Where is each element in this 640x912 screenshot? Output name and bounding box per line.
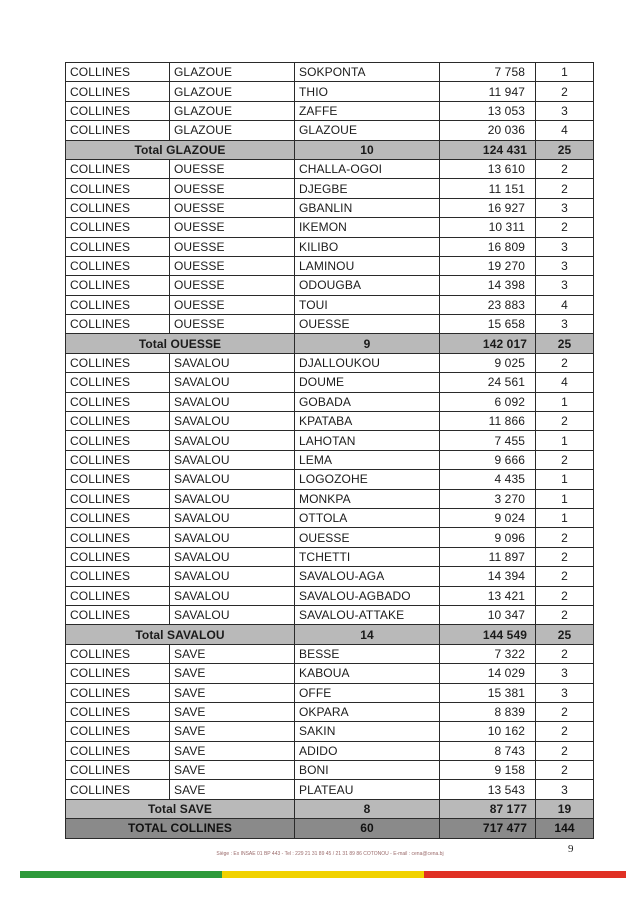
- total-count-cell: 9: [295, 334, 440, 353]
- arrondissement-cell: GLAZOUE: [295, 121, 440, 140]
- commune-cell: OUESSE: [170, 237, 295, 256]
- commune-cell: SAVE: [170, 644, 295, 663]
- arrondissement-cell: KPATABA: [295, 412, 440, 431]
- count-cell: 3: [536, 198, 594, 217]
- total-count-cell: 14: [295, 625, 440, 644]
- commune-cell: SAVALOU: [170, 431, 295, 450]
- commune-cell: SAVALOU: [170, 392, 295, 411]
- count-cell: 2: [536, 741, 594, 760]
- table-row: [66, 470, 594, 489]
- election-data-table: [65, 62, 594, 839]
- population-cell: 11 947: [440, 82, 536, 101]
- total-population-cell: 87 177: [440, 799, 536, 818]
- table-row: [66, 644, 594, 663]
- count-cell: 2: [536, 567, 594, 586]
- arrondissement-cell: ODOUGBA: [295, 276, 440, 295]
- commune-cell: SAVALOU: [170, 528, 295, 547]
- population-cell: 3 270: [440, 489, 536, 508]
- arrondissement-cell: IKEMON: [295, 218, 440, 237]
- total-label-cell: Total OUESSE: [66, 334, 295, 353]
- arrondissement-cell: SOKPONTA: [295, 63, 440, 82]
- department-cell: COLLINES: [66, 82, 170, 101]
- count-cell: 1: [536, 470, 594, 489]
- population-cell: 10 347: [440, 605, 536, 624]
- commune-cell: SAVE: [170, 722, 295, 741]
- arrondissement-cell: KABOUA: [295, 664, 440, 683]
- table-row: [66, 508, 594, 527]
- commune-cell: SAVALOU: [170, 605, 295, 624]
- arrondissement-cell: BESSE: [295, 644, 440, 663]
- population-cell: 9 024: [440, 508, 536, 527]
- count-cell: 2: [536, 353, 594, 372]
- arrondissement-cell: LAHOTAN: [295, 431, 440, 450]
- commune-cell: SAVE: [170, 664, 295, 683]
- department-cell: COLLINES: [66, 412, 170, 431]
- population-cell: 7 758: [440, 63, 536, 82]
- commune-cell: SAVALOU: [170, 586, 295, 605]
- subtotal-row: [66, 140, 594, 159]
- arrondissement-cell: ADIDO: [295, 741, 440, 760]
- department-cell: COLLINES: [66, 605, 170, 624]
- table-row: [66, 489, 594, 508]
- table-row: [66, 198, 594, 217]
- table-row: [66, 547, 594, 566]
- commune-cell: SAVALOU: [170, 489, 295, 508]
- commune-cell: GLAZOUE: [170, 101, 295, 120]
- commune-cell: SAVALOU: [170, 508, 295, 527]
- population-cell: 9 025: [440, 353, 536, 372]
- department-cell: COLLINES: [66, 683, 170, 702]
- arrondissement-cell: OKPARA: [295, 702, 440, 721]
- table-row: [66, 761, 594, 780]
- count-cell: 3: [536, 276, 594, 295]
- commune-cell: SAVALOU: [170, 567, 295, 586]
- department-cell: COLLINES: [66, 159, 170, 178]
- count-cell: 2: [536, 605, 594, 624]
- population-cell: 11 897: [440, 547, 536, 566]
- population-cell: 20 036: [440, 121, 536, 140]
- grand-total-row: [66, 819, 594, 838]
- total-count-cell: 8: [295, 799, 440, 818]
- arrondissement-cell: LAMINOU: [295, 256, 440, 275]
- count-cell: 1: [536, 63, 594, 82]
- population-cell: 10 162: [440, 722, 536, 741]
- flag-stripe: [20, 871, 626, 878]
- total-n-cell: 25: [536, 625, 594, 644]
- table-row: [66, 780, 594, 799]
- arrondissement-cell: OUESSE: [295, 528, 440, 547]
- table-row: [66, 722, 594, 741]
- department-cell: COLLINES: [66, 761, 170, 780]
- table-row: [66, 683, 594, 702]
- commune-cell: OUESSE: [170, 198, 295, 217]
- arrondissement-cell: THIO: [295, 82, 440, 101]
- department-cell: COLLINES: [66, 780, 170, 799]
- department-cell: COLLINES: [66, 101, 170, 120]
- count-cell: 2: [536, 761, 594, 780]
- department-cell: COLLINES: [66, 121, 170, 140]
- table-row: [66, 586, 594, 605]
- table-row: [66, 741, 594, 760]
- commune-cell: SAVALOU: [170, 373, 295, 392]
- arrondissement-cell: OUESSE: [295, 315, 440, 334]
- count-cell: 1: [536, 489, 594, 508]
- department-cell: COLLINES: [66, 702, 170, 721]
- department-cell: COLLINES: [66, 567, 170, 586]
- population-cell: 10 311: [440, 218, 536, 237]
- table-row: [66, 63, 594, 82]
- arrondissement-cell: SAVALOU-AGA: [295, 567, 440, 586]
- count-cell: 3: [536, 683, 594, 702]
- table-body: [66, 63, 594, 839]
- count-cell: 1: [536, 508, 594, 527]
- table-row: [66, 450, 594, 469]
- count-cell: 2: [536, 528, 594, 547]
- department-cell: COLLINES: [66, 315, 170, 334]
- department-cell: COLLINES: [66, 508, 170, 527]
- subtotal-row: [66, 799, 594, 818]
- commune-cell: SAVE: [170, 761, 295, 780]
- table-row: [66, 179, 594, 198]
- population-cell: 7 455: [440, 431, 536, 450]
- table-row: [66, 392, 594, 411]
- count-cell: 2: [536, 722, 594, 741]
- department-cell: COLLINES: [66, 276, 170, 295]
- table-row: [66, 237, 594, 256]
- commune-cell: SAVALOU: [170, 450, 295, 469]
- arrondissement-cell: KILIBO: [295, 237, 440, 256]
- subtotal-row: [66, 625, 594, 644]
- total-n-cell: 25: [536, 140, 594, 159]
- total-n-cell: 25: [536, 334, 594, 353]
- flag-green-band: [20, 871, 222, 878]
- count-cell: 2: [536, 586, 594, 605]
- arrondissement-cell: DJEGBE: [295, 179, 440, 198]
- department-cell: COLLINES: [66, 198, 170, 217]
- table-row: [66, 567, 594, 586]
- table-row: [66, 256, 594, 275]
- commune-cell: OUESSE: [170, 295, 295, 314]
- arrondissement-cell: LOGOZOHE: [295, 470, 440, 489]
- department-cell: COLLINES: [66, 392, 170, 411]
- department-cell: COLLINES: [66, 586, 170, 605]
- count-cell: 3: [536, 780, 594, 799]
- arrondissement-cell: OTTOLA: [295, 508, 440, 527]
- commune-cell: OUESSE: [170, 218, 295, 237]
- arrondissement-cell: SAVALOU-AGBADO: [295, 586, 440, 605]
- population-cell: 4 435: [440, 470, 536, 489]
- population-cell: 11 866: [440, 412, 536, 431]
- count-cell: 4: [536, 295, 594, 314]
- department-cell: COLLINES: [66, 644, 170, 663]
- arrondissement-cell: OFFE: [295, 683, 440, 702]
- arrondissement-cell: PLATEAU: [295, 780, 440, 799]
- commune-cell: OUESSE: [170, 276, 295, 295]
- flag-yellow-band: [222, 871, 424, 878]
- count-cell: 2: [536, 412, 594, 431]
- population-cell: 15 658: [440, 315, 536, 334]
- arrondissement-cell: CHALLA-OGOI: [295, 159, 440, 178]
- count-cell: 4: [536, 373, 594, 392]
- population-cell: 13 610: [440, 159, 536, 178]
- population-cell: 7 322: [440, 644, 536, 663]
- total-label-cell: Total SAVALOU: [66, 625, 295, 644]
- department-cell: COLLINES: [66, 722, 170, 741]
- department-cell: COLLINES: [66, 741, 170, 760]
- total-label-cell: TOTAL COLLINES: [66, 819, 295, 838]
- table-row: [66, 159, 594, 178]
- table-row: [66, 276, 594, 295]
- total-population-cell: 142 017: [440, 334, 536, 353]
- commune-cell: SAVALOU: [170, 470, 295, 489]
- population-cell: 14 394: [440, 567, 536, 586]
- arrondissement-cell: GOBADA: [295, 392, 440, 411]
- count-cell: 2: [536, 159, 594, 178]
- commune-cell: OUESSE: [170, 315, 295, 334]
- population-cell: 13 543: [440, 780, 536, 799]
- population-cell: 24 561: [440, 373, 536, 392]
- table-row: [66, 702, 594, 721]
- department-cell: COLLINES: [66, 256, 170, 275]
- commune-cell: SAVE: [170, 702, 295, 721]
- population-cell: 9 096: [440, 528, 536, 547]
- count-cell: 2: [536, 547, 594, 566]
- arrondissement-cell: BONI: [295, 761, 440, 780]
- department-cell: COLLINES: [66, 431, 170, 450]
- count-cell: 3: [536, 664, 594, 683]
- commune-cell: SAVALOU: [170, 547, 295, 566]
- table-row: [66, 82, 594, 101]
- commune-cell: GLAZOUE: [170, 82, 295, 101]
- population-cell: 9 158: [440, 761, 536, 780]
- commune-cell: GLAZOUE: [170, 121, 295, 140]
- table-row: [66, 431, 594, 450]
- commune-cell: SAVALOU: [170, 353, 295, 372]
- count-cell: 2: [536, 450, 594, 469]
- arrondissement-cell: TCHETTI: [295, 547, 440, 566]
- total-n-cell: 144: [536, 819, 594, 838]
- commune-cell: SAVE: [170, 780, 295, 799]
- department-cell: COLLINES: [66, 547, 170, 566]
- count-cell: 1: [536, 392, 594, 411]
- table-row: [66, 121, 594, 140]
- population-cell: 13 421: [440, 586, 536, 605]
- department-cell: COLLINES: [66, 218, 170, 237]
- population-cell: 8 743: [440, 741, 536, 760]
- page-number: 9: [568, 843, 574, 855]
- population-cell: 6 092: [440, 392, 536, 411]
- table-row: [66, 412, 594, 431]
- count-cell: 2: [536, 179, 594, 198]
- count-cell: 1: [536, 431, 594, 450]
- count-cell: 4: [536, 121, 594, 140]
- arrondissement-cell: DOUME: [295, 373, 440, 392]
- arrondissement-cell: SAKIN: [295, 722, 440, 741]
- arrondissement-cell: SAVALOU-ATTAKE: [295, 605, 440, 624]
- population-cell: 16 927: [440, 198, 536, 217]
- department-cell: COLLINES: [66, 489, 170, 508]
- population-cell: 23 883: [440, 295, 536, 314]
- population-cell: 16 809: [440, 237, 536, 256]
- population-cell: 9 666: [440, 450, 536, 469]
- arrondissement-cell: GBANLIN: [295, 198, 440, 217]
- department-cell: COLLINES: [66, 179, 170, 198]
- table-row: [66, 664, 594, 683]
- commune-cell: GLAZOUE: [170, 63, 295, 82]
- total-count-cell: 60: [295, 819, 440, 838]
- count-cell: 2: [536, 644, 594, 663]
- count-cell: 3: [536, 315, 594, 334]
- subtotal-row: [66, 334, 594, 353]
- flag-red-band: [424, 871, 626, 878]
- total-population-cell: 124 431: [440, 140, 536, 159]
- arrondissement-cell: DJALLOUKOU: [295, 353, 440, 372]
- arrondissement-cell: ZAFFE: [295, 101, 440, 120]
- department-cell: COLLINES: [66, 470, 170, 489]
- total-n-cell: 19: [536, 799, 594, 818]
- department-cell: COLLINES: [66, 237, 170, 256]
- commune-cell: OUESSE: [170, 256, 295, 275]
- population-cell: 13 053: [440, 101, 536, 120]
- table-row: [66, 353, 594, 372]
- total-label-cell: Total SAVE: [66, 799, 295, 818]
- population-cell: 14 398: [440, 276, 536, 295]
- commune-cell: OUESSE: [170, 179, 295, 198]
- table-row: [66, 605, 594, 624]
- department-cell: COLLINES: [66, 295, 170, 314]
- count-cell: 2: [536, 702, 594, 721]
- commune-cell: SAVALOU: [170, 412, 295, 431]
- total-population-cell: 144 549: [440, 625, 536, 644]
- count-cell: 3: [536, 237, 594, 256]
- population-cell: 19 270: [440, 256, 536, 275]
- footer-address: Siège : Ex INSAE 01 BP 443 - Tel : 229 21 31 89 45 / 21 31 89 86 COTONOU - E-mail : cena@cena.bj: [216, 851, 444, 857]
- table-row: [66, 295, 594, 314]
- population-cell: 11 151: [440, 179, 536, 198]
- department-cell: COLLINES: [66, 353, 170, 372]
- count-cell: 2: [536, 82, 594, 101]
- total-label-cell: Total GLAZOUE: [66, 140, 295, 159]
- count-cell: 3: [536, 256, 594, 275]
- table-row: [66, 101, 594, 120]
- department-cell: COLLINES: [66, 63, 170, 82]
- commune-cell: OUESSE: [170, 159, 295, 178]
- population-cell: 15 381: [440, 683, 536, 702]
- commune-cell: SAVE: [170, 741, 295, 760]
- table-row: [66, 373, 594, 392]
- arrondissement-cell: LEMA: [295, 450, 440, 469]
- total-population-cell: 717 477: [440, 819, 536, 838]
- arrondissement-cell: TOUI: [295, 295, 440, 314]
- department-cell: COLLINES: [66, 528, 170, 547]
- population-cell: 14 029: [440, 664, 536, 683]
- table-row: [66, 218, 594, 237]
- table-row: [66, 315, 594, 334]
- department-cell: COLLINES: [66, 373, 170, 392]
- count-cell: 2: [536, 218, 594, 237]
- department-cell: COLLINES: [66, 664, 170, 683]
- count-cell: 3: [536, 101, 594, 120]
- population-cell: 8 839: [440, 702, 536, 721]
- department-cell: COLLINES: [66, 450, 170, 469]
- arrondissement-cell: MONKPA: [295, 489, 440, 508]
- table-row: [66, 528, 594, 547]
- commune-cell: SAVE: [170, 683, 295, 702]
- total-count-cell: 10: [295, 140, 440, 159]
